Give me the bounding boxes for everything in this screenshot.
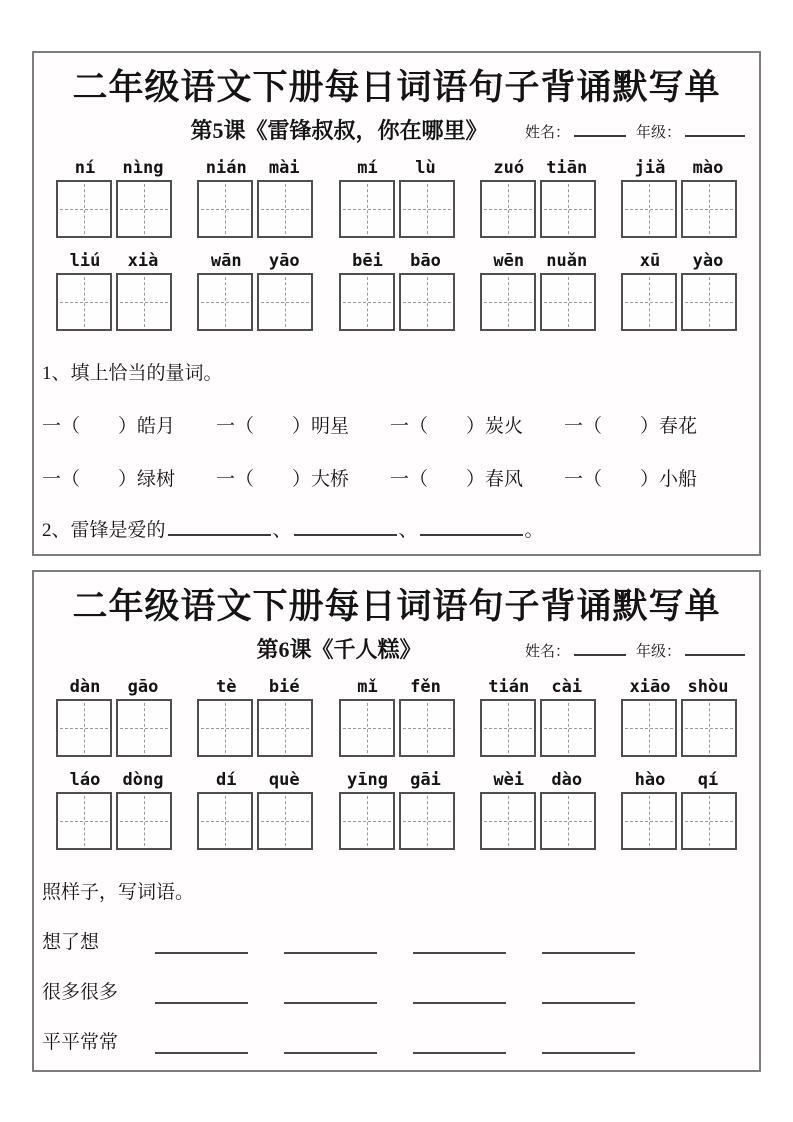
blank-line: [168, 521, 271, 536]
writing-grid-pair: [621, 273, 737, 331]
word-pair: [480, 154, 596, 238]
pinyin-labels: [621, 766, 737, 790]
word-pair: [621, 154, 737, 238]
pinyin-syllable: mí: [357, 158, 378, 179]
pinyin-syllable: lù: [415, 158, 436, 179]
pinyin-syllable: dí: [216, 770, 237, 791]
pinyin-labels: [197, 766, 313, 790]
pinyin-syllable: ní: [74, 158, 96, 179]
word-pair: [56, 766, 172, 850]
writing-grid-box: [480, 792, 536, 850]
pinyin-word-row: [34, 247, 759, 331]
name-grade-fields: [525, 121, 745, 145]
pinyin-syllable: dòng: [122, 770, 164, 791]
blank-line: [413, 939, 506, 954]
pattern-example: 很多很多: [42, 982, 119, 1003]
writing-grid-box: [56, 273, 112, 331]
word-pair: [197, 673, 313, 757]
writing-grid-box: [56, 792, 112, 850]
name-blank: [574, 641, 626, 656]
writing-grid-box: [197, 699, 253, 757]
pinyin-word-row: [34, 673, 759, 757]
pinyin-syllable: yào: [692, 251, 724, 272]
pinyin-syllable: bāo: [410, 251, 441, 272]
writing-grid-box: [480, 273, 536, 331]
word-pair: [56, 673, 172, 757]
writing-grid-pair: [621, 699, 737, 757]
name-label: 姓名：: [524, 125, 570, 141]
sheet-title: 二年级语文下册每日词语句子背诵默写单: [72, 587, 721, 626]
pinyin-syllable: jiǎ: [634, 158, 666, 179]
writing-grid-pair: [621, 792, 737, 850]
writing-grid-box: [681, 792, 737, 850]
pinyin-labels: [56, 247, 172, 271]
word-pair: [480, 673, 596, 757]
writing-grid-box: [399, 273, 455, 331]
exercise-heading: 1、填上恰当的量词。: [42, 363, 223, 384]
writing-grid-pair: [197, 273, 313, 331]
worksheet-sheet-lesson5: [32, 51, 761, 556]
writing-grid-box: [197, 273, 253, 331]
pinyin-syllable: gāi: [410, 770, 441, 791]
writing-grid-box: [257, 792, 313, 850]
blank-line: [542, 1039, 635, 1054]
word-pair: [339, 673, 455, 757]
pinyin-word-row: [34, 766, 759, 850]
blank-line: [413, 989, 506, 1004]
writing-grid-box: [339, 792, 395, 850]
name-label: 姓名：: [524, 644, 570, 660]
word-pair: [621, 673, 737, 757]
pinyin-labels: [621, 247, 737, 271]
writing-grid-box: [56, 180, 112, 238]
pinyin-syllable: nuǎn: [546, 251, 588, 272]
pinyin-syllable: dàn: [69, 677, 101, 698]
pinyin-syllable: hào: [634, 770, 666, 791]
pinyin-syllable: bié: [268, 677, 300, 698]
separator: 、: [398, 520, 418, 541]
writing-grid-box: [540, 792, 596, 850]
blank-line: [284, 939, 377, 954]
writing-grid-box: [399, 792, 455, 850]
word-pair: [197, 247, 313, 331]
measure-word-line: [34, 411, 759, 438]
pinyin-labels: [621, 673, 737, 697]
writing-grid-box: [540, 180, 596, 238]
pinyin-labels: [339, 673, 455, 697]
writing-grid-box: [681, 699, 737, 757]
pinyin-syllable: yīng: [347, 770, 388, 791]
word-pattern-row: [34, 1027, 759, 1054]
measure-word-item: 一（ ）大桥: [216, 469, 350, 490]
blank-line: [284, 989, 377, 1004]
writing-grid-box: [681, 273, 737, 331]
blank-line: [155, 989, 248, 1004]
sheet-title: 二年级语文下册每日词语句子背诵默写单: [72, 68, 721, 107]
writing-grid-box: [621, 699, 677, 757]
pinyin-syllable: shòu: [687, 677, 729, 698]
pinyin-syllable: qí: [697, 770, 719, 791]
lesson-title: 第6课《千人糕》: [256, 637, 422, 662]
fill-blank-sentence: [34, 515, 759, 542]
subtitle-row: [34, 632, 759, 664]
writing-grid-box: [540, 273, 596, 331]
measure-word-item: 一（ ）皓月: [42, 416, 176, 437]
blank-line: [155, 1039, 248, 1054]
pinyin-syllable: gāo: [127, 677, 159, 698]
blank-line: [294, 521, 397, 536]
word-pair: [56, 247, 172, 331]
pinyin-syllable: xiāo: [629, 677, 671, 698]
measure-word-item: 一（ ）小船: [564, 469, 698, 490]
writing-grid-pair: [480, 180, 596, 238]
grade-blank: [685, 641, 745, 656]
writing-grid-box: [56, 699, 112, 757]
writing-grid-box: [399, 180, 455, 238]
pinyin-labels: [339, 154, 455, 178]
blank-line: [155, 939, 248, 954]
writing-grid-pair: [56, 792, 172, 850]
blank-line: [413, 1039, 506, 1054]
writing-grid-box: [257, 273, 313, 331]
pinyin-labels: [197, 247, 313, 271]
writing-grid-pair: [480, 699, 596, 757]
pattern-example: 想了想: [42, 932, 100, 953]
writing-grid-box: [116, 699, 172, 757]
pinyin-syllable: nián: [205, 158, 247, 179]
writing-grid-pair: [480, 792, 596, 850]
word-pair: [621, 766, 737, 850]
word-pair: [621, 247, 737, 331]
pinyin-labels: [339, 766, 455, 790]
name-blank: [574, 122, 626, 137]
pinyin-labels: [480, 673, 596, 697]
pinyin-syllable: tián: [488, 677, 530, 698]
pinyin-labels: [480, 154, 596, 178]
grade-label: 年级：: [635, 644, 681, 660]
writing-grid-box: [681, 180, 737, 238]
writing-grid-box: [621, 180, 677, 238]
measure-word-item: 一（ ）春风: [390, 469, 524, 490]
pinyin-syllable: tiān: [546, 158, 588, 179]
writing-grid-pair: [339, 273, 455, 331]
pinyin-word-row: [34, 154, 759, 238]
writing-grid-box: [116, 273, 172, 331]
writing-grid-pair: [480, 273, 596, 331]
writing-grid-box: [621, 273, 677, 331]
name-grade-fields: [525, 640, 745, 664]
writing-grid-box: [197, 792, 253, 850]
writing-grid-box: [257, 699, 313, 757]
writing-grid-pair: [339, 180, 455, 238]
lesson-title: 第5课《雷锋叔叔，你在哪里》: [190, 118, 488, 143]
word-pair: [339, 766, 455, 850]
pinyin-syllable: què: [268, 770, 300, 791]
pinyin-syllable: wān: [210, 251, 242, 272]
writing-grid-box: [257, 180, 313, 238]
pinyin-labels: [621, 154, 737, 178]
pinyin-labels: [480, 247, 596, 271]
word-pair: [197, 766, 313, 850]
writing-grid-box: [399, 699, 455, 757]
measure-word-line: [34, 464, 759, 491]
pinyin-syllable: dào: [551, 770, 583, 791]
writing-grid-pair: [621, 180, 737, 238]
pinyin-labels: [197, 673, 313, 697]
pinyin-syllable: nìng: [122, 158, 164, 179]
pinyin-syllable: mài: [268, 158, 300, 179]
word-pattern-row: [34, 977, 759, 1004]
sentence-prefix: 2、雷锋是爱的: [42, 520, 166, 541]
pinyin-labels: [56, 673, 172, 697]
writing-grid-pair: [197, 792, 313, 850]
writing-grid-pair: [56, 273, 172, 331]
writing-grid-pair: [56, 180, 172, 238]
writing-grid-box: [116, 792, 172, 850]
writing-grid-box: [339, 180, 395, 238]
pinyin-syllable: fěn: [410, 677, 441, 698]
subtitle-row: [34, 113, 759, 145]
grade-label: 年级：: [635, 125, 681, 141]
writing-grid-pair: [339, 792, 455, 850]
measure-word-item: 一（ ）明星: [216, 416, 350, 437]
writing-grid-box: [540, 699, 596, 757]
blank-line: [542, 939, 635, 954]
pattern-example: 平平常常: [42, 1032, 119, 1053]
word-pair: [480, 766, 596, 850]
measure-word-item: 一（ ）春花: [564, 416, 698, 437]
writing-grid-box: [480, 699, 536, 757]
pinyin-labels: [197, 154, 313, 178]
writing-grid-box: [621, 792, 677, 850]
sentence-period: 。: [524, 520, 544, 541]
blank-line: [284, 1039, 377, 1054]
worksheet-sheet-lesson6: [32, 570, 761, 1072]
exercise-heading: 照样子，写词语。: [42, 882, 195, 903]
pinyin-syllable: cài: [551, 677, 583, 698]
word-pair: [339, 154, 455, 238]
pinyin-labels: [480, 766, 596, 790]
pinyin-syllable: zuó: [493, 158, 525, 179]
pinyin-labels: [56, 154, 172, 178]
writing-grid-box: [116, 180, 172, 238]
pinyin-syllable: mào: [692, 158, 724, 179]
pinyin-syllable: wèi: [493, 770, 525, 791]
pinyin-syllable: liú: [69, 251, 101, 272]
word-pattern-row: [34, 927, 759, 954]
pinyin-syllable: xià: [127, 251, 159, 272]
pinyin-labels: [56, 766, 172, 790]
writing-grid-pair: [56, 699, 172, 757]
word-pair: [56, 154, 172, 238]
separator: 、: [272, 520, 292, 541]
writing-grid-box: [339, 273, 395, 331]
pinyin-syllable: yāo: [268, 251, 300, 272]
writing-grid-box: [339, 699, 395, 757]
pinyin-syllable: wēn: [493, 251, 525, 272]
writing-grid-pair: [197, 699, 313, 757]
pinyin-syllable: láo: [69, 770, 101, 791]
word-pair: [197, 154, 313, 238]
writing-grid-pair: [339, 699, 455, 757]
measure-word-item: 一（ ）炭火: [390, 416, 524, 437]
pinyin-syllable: bēi: [352, 251, 383, 272]
pinyin-syllable: xū: [639, 251, 661, 272]
measure-word-item: 一（ ）绿树: [42, 469, 176, 490]
blank-line: [420, 521, 523, 536]
blank-line: [542, 989, 635, 1004]
word-pair: [480, 247, 596, 331]
writing-grid-box: [197, 180, 253, 238]
writing-grid-pair: [197, 180, 313, 238]
pinyin-syllable: tè: [216, 677, 237, 698]
word-pair: [339, 247, 455, 331]
pinyin-syllable: mǐ: [357, 677, 378, 698]
grade-blank: [685, 122, 745, 137]
writing-grid-box: [480, 180, 536, 238]
pinyin-labels: [339, 247, 455, 271]
